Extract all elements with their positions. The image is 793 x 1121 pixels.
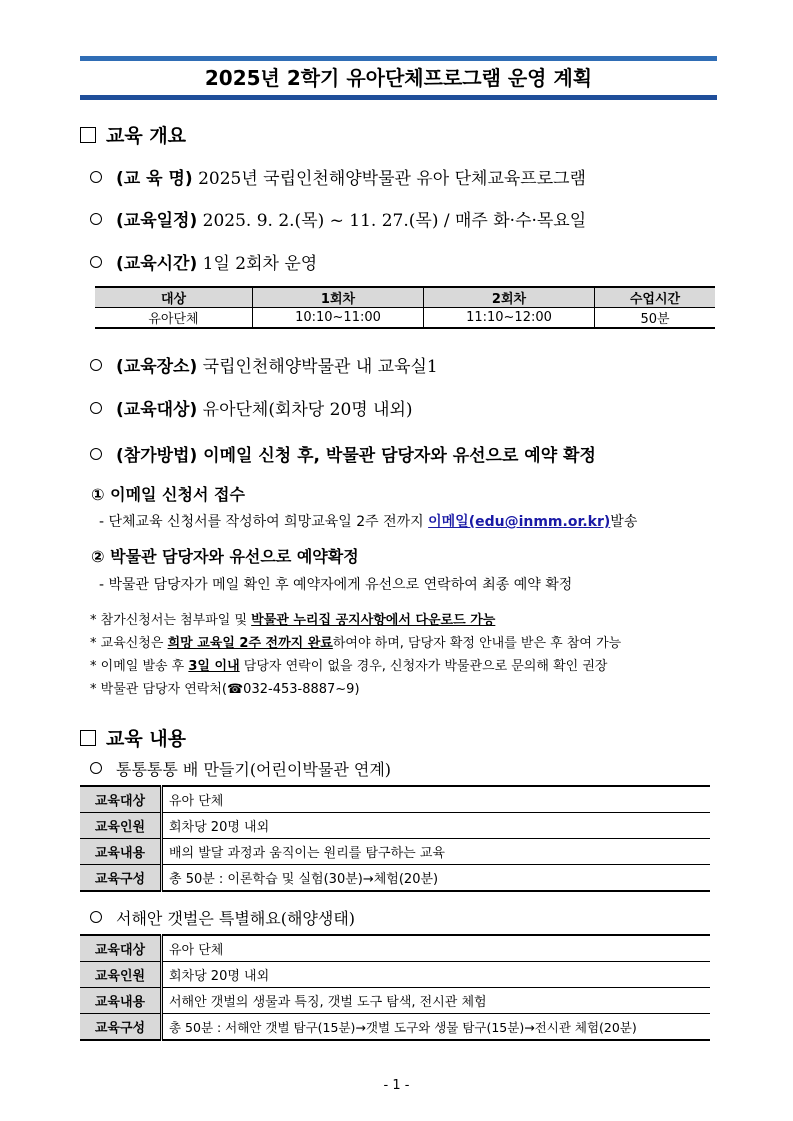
schedule-cell: 50분 (595, 308, 716, 329)
overview-item-place (90, 352, 438, 377)
row-value: 배의 발달 과정과 움직이는 원리를 탐구하는 교육 (162, 839, 711, 865)
circle-bullet-icon (90, 256, 102, 268)
circle-bullet-icon (90, 359, 102, 371)
schedule-table (95, 286, 715, 329)
circle-bullet-icon (90, 911, 102, 923)
circle-bullet-icon (90, 402, 102, 414)
schedule-header-row (95, 287, 715, 308)
section-heading-text: 교육 개요 (106, 125, 187, 147)
schedule-header: 2회차 (424, 287, 595, 308)
row-value: 서해안 갯벌의 생물과 특징, 갯벌 도구 탐색, 전시관 체험 (162, 988, 711, 1014)
page-title: 2025년 2학기 유아단체프로그램 운영 계획 (204, 66, 593, 90)
table-row (80, 786, 710, 813)
note-text: * 참가신청서는 첨부파일 및 (90, 613, 252, 628)
schedule-header: 1회차 (253, 287, 424, 308)
step2-heading: ② 박물관 담당자와 유선으로 예약확정 (91, 547, 359, 566)
schedule-header: 수업시간 (595, 287, 716, 308)
item-label: (교육대상) (116, 400, 198, 420)
note-emphasis: 3일 이내 (188, 659, 240, 674)
schedule-header: 대상 (95, 287, 253, 308)
row-value: 총 50분 : 서해안 갯벌 탐구(15분)→갯벌 도구와 생물 탐구(15분)→전시관 체험(20분) (162, 1014, 711, 1041)
checkbox-square-icon (80, 127, 96, 143)
row-label: 교육대상 (80, 935, 162, 962)
email-link[interactable]: 이메일(edu@inmm.or.kr) (428, 514, 611, 530)
circle-bullet-icon (90, 762, 102, 774)
table-row (80, 813, 710, 839)
overview-item-schedule (90, 206, 586, 231)
note-2 (90, 632, 621, 651)
step1-text-end: 발송 (610, 514, 638, 530)
note-text-end: 담당자 연락이 없을 경우, 신청자가 박물관으로 문의해 확인 권장 (239, 659, 608, 674)
overview-item-target (90, 395, 413, 420)
overview-item-apply (90, 441, 596, 466)
schedule-cell: 11:10~12:00 (424, 308, 595, 329)
item-value: 2025. 9. 2.(목) ~ 11. 27.(목) / 매주 화·수·목요일 (202, 211, 587, 231)
item-value: 국립인천해양박물관 내 교육실1 (202, 357, 438, 377)
item-value: 1일 2회차 운영 (202, 254, 318, 274)
row-value: 유아 단체 (162, 786, 711, 813)
page-number: - 1 - (383, 1078, 410, 1093)
note-text: * 교육신청은 (90, 636, 168, 651)
section-heading-text: 교육 내용 (106, 728, 187, 750)
program-title-text: 서해안 갯벌은 특별해요(해양생태) (116, 909, 356, 928)
section-heading-overview (80, 121, 186, 148)
row-label: 교육구성 (80, 865, 162, 892)
row-label: 교육인원 (80, 813, 162, 839)
step1-heading: ① 이메일 신청서 접수 (91, 485, 245, 504)
note-3 (90, 655, 607, 674)
item-label: (교육시간) (116, 254, 198, 274)
step2-description: - 박물관 담당자가 메일 확인 후 예약자에게 유선으로 연락하여 최종 예약 확정 (99, 577, 573, 593)
note-text-end: 하여야 하며, 담당자 확정 안내를 받은 후 참여 가능 (332, 636, 622, 651)
row-value: 회차당 20명 내외 (162, 962, 711, 988)
note-emphasis: 박물관 누리집 공지사항에서 다운로드 가능 (251, 613, 496, 628)
item-label: (참가방법) (116, 446, 198, 466)
program2-title (90, 906, 355, 929)
program1-title (90, 757, 391, 780)
schedule-cell: 유아단체 (95, 308, 253, 329)
item-value: 2025년 국립인천해양박물관 유아 단체교육프로그램 (198, 169, 586, 189)
step1-description (99, 511, 637, 531)
note-4: * 박물관 담당자 연락처(☎032-453-8887~9) (90, 682, 360, 697)
row-label: 교육구성 (80, 1014, 162, 1041)
row-label: 교육인원 (80, 962, 162, 988)
circle-bullet-icon (90, 171, 102, 183)
item-value: 이메일 신청 후, 박물관 담당자와 유선으로 예약 확정 (203, 446, 596, 466)
section-heading-content (80, 724, 186, 751)
row-value: 총 50분 : 이론학습 및 실험(30분)→체험(20분) (162, 865, 711, 892)
table-row (80, 935, 710, 962)
item-label: (교육일정) (116, 211, 198, 231)
program1-table (80, 785, 710, 892)
table-row (80, 962, 710, 988)
program2-table (80, 934, 710, 1041)
note-text: * 이메일 발송 후 (90, 659, 189, 674)
row-value: 유아 단체 (162, 935, 711, 962)
step1-text: - 단체교육 신청서를 작성하여 희망교육일 2주 전까지 (99, 514, 429, 530)
item-label: (교 육 명) (116, 169, 193, 189)
schedule-row (95, 308, 715, 329)
note-1 (90, 609, 495, 628)
circle-bullet-icon (90, 448, 102, 460)
table-row (80, 1014, 710, 1041)
item-label: (교육장소) (116, 357, 198, 377)
item-value: 유아단체(회차당 20명 내외) (202, 400, 413, 420)
row-value: 회차당 20명 내외 (162, 813, 711, 839)
program-title-text: 통통통통 배 만들기(어린이박물관 연계) (116, 760, 392, 779)
table-row (80, 988, 710, 1014)
overview-item-name (90, 164, 586, 189)
row-label: 교육내용 (80, 839, 162, 865)
table-row (80, 839, 710, 865)
title-banner (80, 56, 717, 100)
title-bar-bottom (80, 95, 717, 100)
schedule-cell: 10:10~11:00 (253, 308, 424, 329)
overview-item-time (90, 249, 317, 274)
note-emphasis: 희망 교육일 2주 전까지 완료 (167, 636, 333, 651)
table-row (80, 865, 710, 892)
row-label: 교육내용 (80, 988, 162, 1014)
row-label: 교육대상 (80, 786, 162, 813)
circle-bullet-icon (90, 213, 102, 225)
checkbox-square-icon (80, 730, 96, 746)
